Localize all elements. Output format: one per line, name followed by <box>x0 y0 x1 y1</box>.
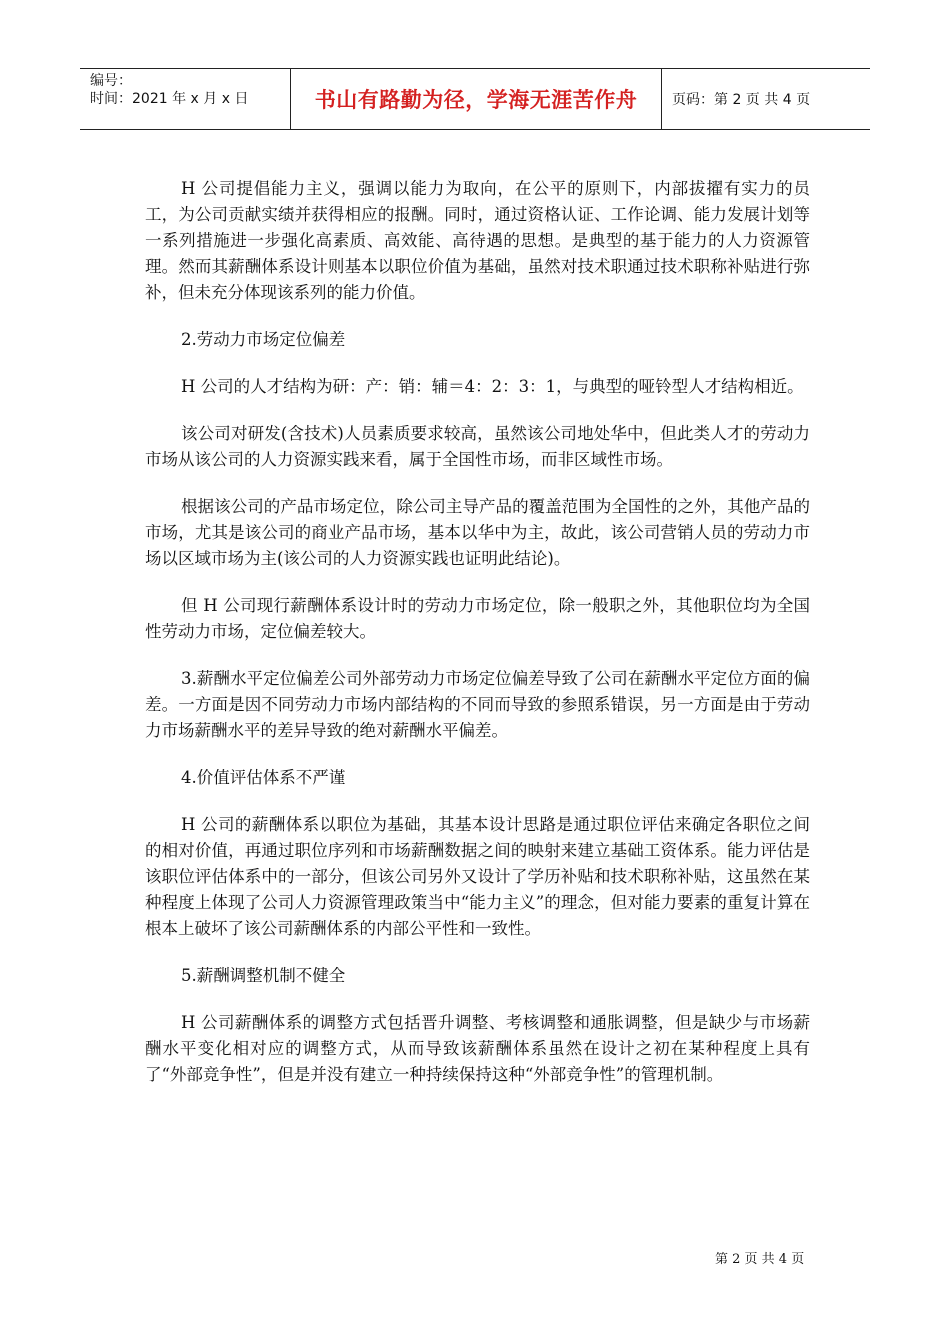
header-page-label: 页码：第 2 页 共 4 页 <box>672 92 811 108</box>
header-meta <box>80 69 291 129</box>
paragraph: 3.薪酬水平定位偏差公司外部劳动力市场定位偏差导致了公司在薪酬水平定位方面的偏差。一方面是因不同劳动力市场内部结构的不同而导致的参照系错误，另一方面是由于劳动力市场薪酬水平的差异导致的绝对薪酬水平偏差。 <box>145 669 810 740</box>
paragraph: H 公司薪酬体系的调整方式包括晋升调整、考核调整和通胀调整，但是缺少与市场薪酬水平变化相对应的调整方式，从而导致该薪酬体系虽然在设计之初在某种程度上具有了“外部竞争性”，但是并没有建立一种持续保持这种“外部竞争性”的管理机制。 <box>145 1013 810 1084</box>
section-heading: 4.价值评估体系不严谨 <box>181 768 346 787</box>
paragraph: 该公司对研发(含技术)人员素质要求较高，虽然该公司地处华中，但此类人才的劳动力市场从该公司的人力资源实践来看，属于全国性市场，而非区域性市场。 <box>145 424 810 469</box>
section-heading: 2.劳动力市场定位偏差 <box>181 330 346 349</box>
paragraph: H 公司的薪酬体系以职位为基础，其基本设计思路是通过职位评估来确定各职位之间的相对价值，再通过职位序列和市场薪酬数据之间的映射来建立基础工资体系。能力评估是该职位评估体系中的一部分，但该公司另外又设计了学历补贴和技术职称补贴，这虽然在某种程度上体现了公司人力资源管理政策当中“能力主义”的理念，但对能力要素的重复计算在根本上破坏了该公司薪酬体系的内部公平性和一致性。 <box>145 815 810 938</box>
section-heading: 5.薪酬调整机制不健全 <box>181 966 346 985</box>
document-body <box>145 176 810 1109</box>
number-label: 编号： <box>90 73 132 89</box>
paragraph: H 公司提倡能力主义，强调以能力为取向，在公平的原则下，内部拔擢有实力的员工，为公司贡献实绩并获得相应的报酬。同时，通过资格认证、工作论调、能力发展计划等一系列措施进一步强化高素质、高效能、高待遇的思想。是典型的基于能力的人力资源管理。然而其薪酬体系设计则基本以职位价值为基础，虽然对技术职通过技术职称补贴进行弥补，但未充分体现该系列的能力价值。 <box>145 179 810 302</box>
paragraph: 但 H 公司现行薪酬体系设计时的劳动力市场定位，除一般职之外，其他职位均为全国性劳动力市场，定位偏差较大。 <box>145 596 810 641</box>
date-label: 时间：2021 年 x 月 x 日 <box>90 91 249 107</box>
paragraph: H 公司的人才结构为研：产：销：辅＝4：2：3：1，与典型的哑铃型人才结构相近。 <box>181 377 804 396</box>
page-header <box>80 68 870 130</box>
header-motto: 书山有路勤为径，学海无涯苦作舟 <box>291 69 662 129</box>
paragraph: 根据该公司的产品市场定位，除公司主导产品的覆盖范围为全国性的之外，其他产品的市场，尤其是该公司的商业产品市场，基本以华中为主，故此，该公司营销人员的劳动力市场以区域市场为主(该公司的人力资源实践也证明此结论)。 <box>145 497 810 568</box>
page-footer: 第 2 页 共 4 页 <box>715 1252 805 1267</box>
